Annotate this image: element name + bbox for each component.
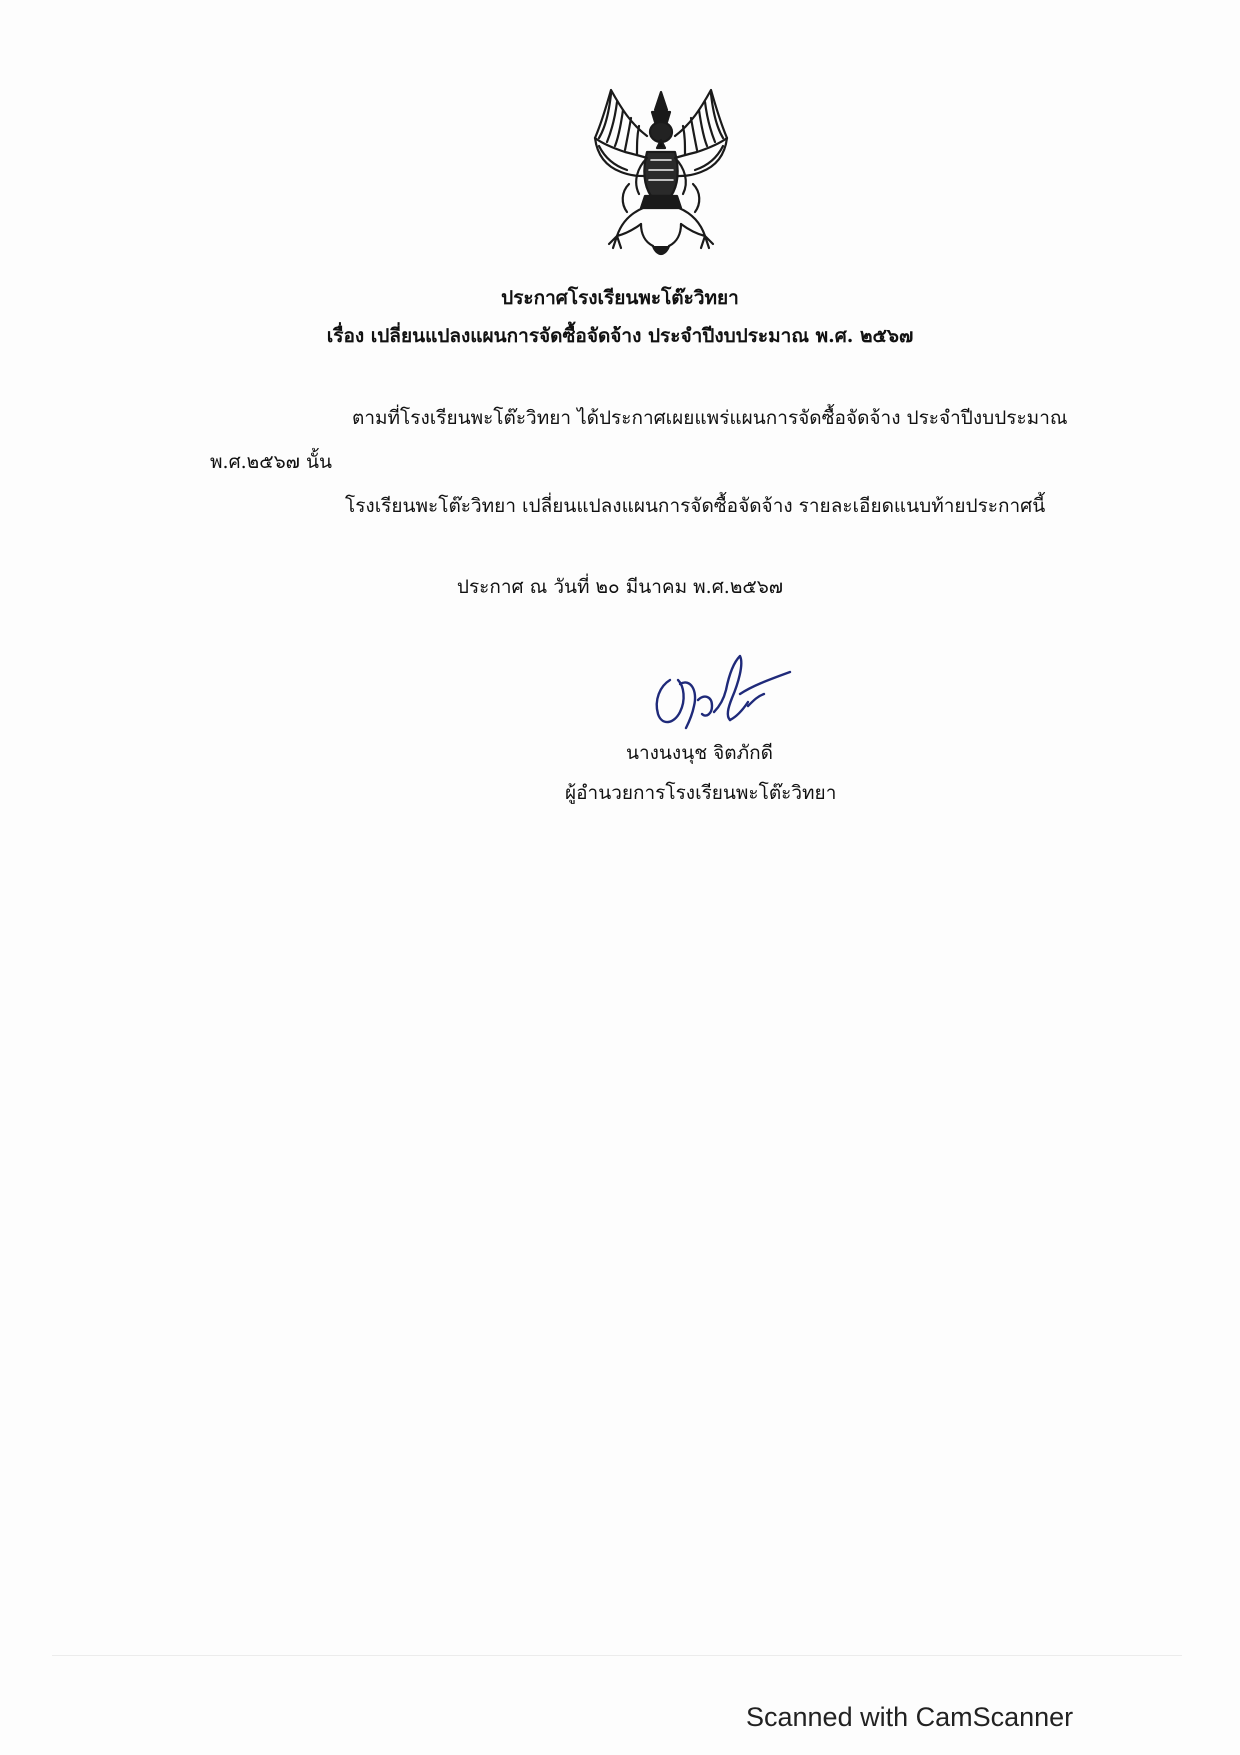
signatory-name: นางนงนุช จิตภักดี	[626, 742, 773, 764]
announcement-subject: เรื่อง เปลี่ยนแปลงแผนการจัดซื้อจัดจ้าง ประจำปีงบประมาณ พ.ศ. ๒๕๖๗	[326, 325, 914, 347]
garuda-emblem-icon	[581, 84, 741, 256]
body-paragraph-1-line-2: พ.ศ.๒๕๖๗ นั้น	[210, 451, 332, 473]
body-paragraph-2: โรงเรียนพะโต๊ะวิทยา เปลี่ยนแปลงแผนการจัดซื้อจัดจ้าง รายละเอียดแนบท้ายประกาศนี้	[345, 495, 1046, 517]
scanner-watermark: Scanned with CamScanner	[746, 1702, 1074, 1732]
body-paragraph-1-line-1: ตามที่โรงเรียนพะโต๊ะวิทยา ได้ประกาศเผยแพร่แผนการจัดซื้อจัดจ้าง ประจำปีงบประมาณ	[352, 407, 1068, 429]
handwritten-signature	[640, 650, 800, 734]
signatory-position: ผู้อำนวยการโรงเรียนพะโต๊ะวิทยา	[565, 782, 837, 804]
announcement-date: ประกาศ ณ วันที่ ๒๐ มีนาคม พ.ศ.๒๕๖๗	[456, 576, 784, 598]
page-bottom-divider	[52, 1655, 1182, 1656]
announcement-title: ประกาศโรงเรียนพะโต๊ะวิทยา	[501, 287, 739, 309]
